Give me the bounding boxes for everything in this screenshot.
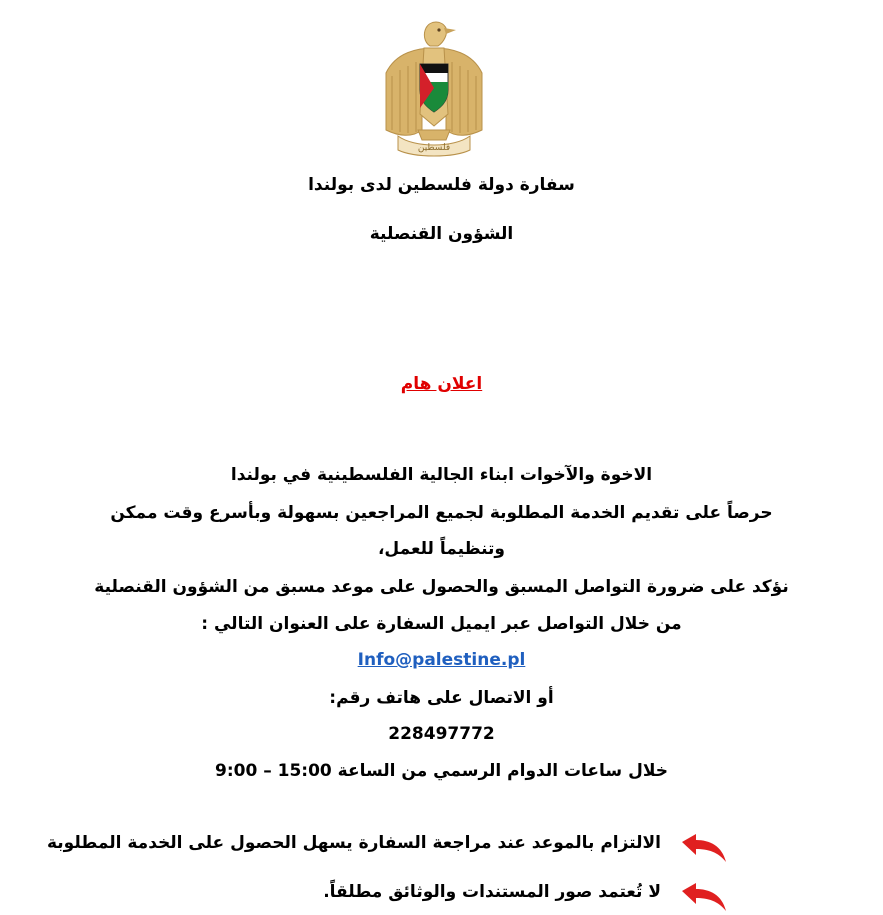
office-hours — [0, 759, 883, 783]
phone-label: أو الاتصال على هاتف رقم: — [329, 688, 554, 708]
body-line-3: نؤكد على ضرورة التواصل المسبق والحصول على موعد مسبق من الشؤون القنصلية — [94, 577, 789, 597]
red-curved-arrow-icon — [676, 832, 728, 866]
office-hours-prefix: خلال ساعات الدوام الرسمي من الساعة — [337, 761, 668, 781]
office-hours-range: 9:00 – 15:00 — [215, 761, 332, 781]
note-documents: لا تُعتمد صور المستندات والوثائق مطلقاً. — [323, 882, 661, 902]
greeting: الاخوة والآخوات ابناء الجالية الفلسطينية في بولندا — [230, 465, 653, 485]
announcement-title: اعلان هام — [400, 374, 483, 394]
note-appointment: الالتزام بالموعد عند مراجعة السفارة يسهل الحصول على الخدمة المطلوبة — [46, 833, 661, 853]
red-curved-arrow-icon — [676, 881, 728, 915]
email-link[interactable]: Info@palestine.pl — [357, 650, 526, 670]
embassy-name: سفارة دولة فلسطين لدى بولندا — [308, 175, 575, 195]
body-line-1: حرصاً على تقديم الخدمة المطلوبة لجميع المراجعين بسهولة وبأسرع وقت ممكن — [110, 503, 773, 523]
palestine-eagle-emblem-icon — [378, 18, 490, 158]
announcement-title-row — [0, 372, 883, 396]
body-line-2: وتنظيماً للعمل، — [377, 539, 506, 559]
body-line-4: من خلال التواصل عبر ايميل السفارة على العنوان التالي : — [201, 614, 682, 634]
svg-text:فلسطين: فلسطين — [417, 143, 451, 153]
email-row — [0, 648, 883, 672]
phone-number: 228497772 — [388, 724, 495, 744]
department-name: الشؤون القنصلية — [369, 224, 514, 244]
